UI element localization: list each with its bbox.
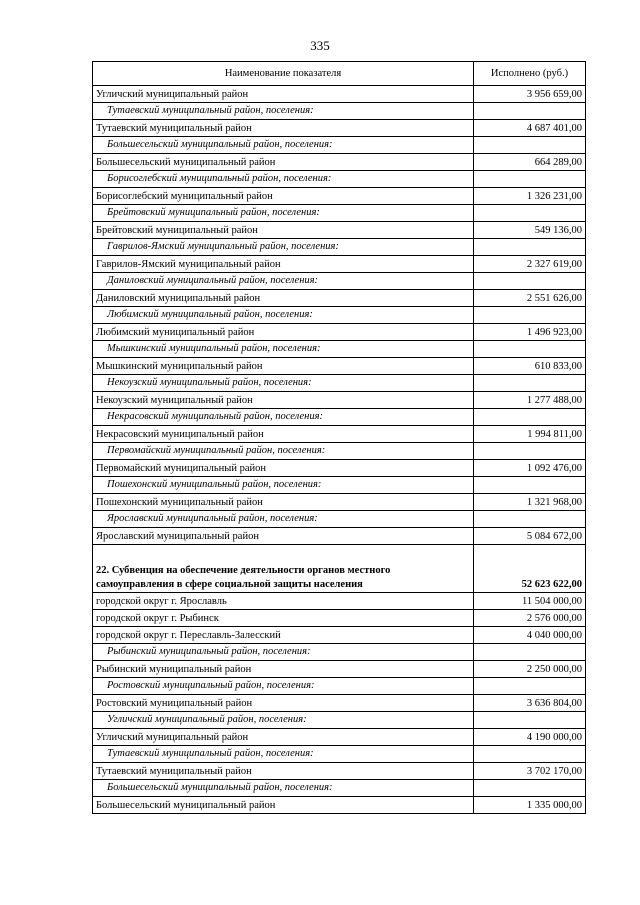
- row-value: [474, 171, 586, 188]
- row-value: 1 277 488,00: [474, 392, 586, 409]
- page-number: 335: [310, 38, 330, 53]
- row-value: 3 956 659,00: [474, 86, 586, 103]
- row-name: Большесельский муниципальный район, поселения:: [93, 780, 474, 797]
- table-row: [93, 392, 586, 409]
- row-name: городской округ г. Переславль-Залесский: [93, 627, 474, 644]
- section-row: [93, 545, 586, 593]
- subheader-row: [93, 409, 586, 426]
- subheader-row: [93, 780, 586, 797]
- row-name: Ярославский муниципальный район, поселения:: [93, 511, 474, 528]
- row-name: Некрасовский муниципальный район, поселения:: [93, 409, 474, 426]
- row-name: городской округ г. Рыбинск: [93, 610, 474, 627]
- subheader-row: [93, 375, 586, 392]
- row-name: Рыбинский муниципальный район, поселения:: [93, 644, 474, 661]
- row-value: 2 576 000,00: [474, 610, 586, 627]
- subheader-row: [93, 137, 586, 154]
- row-value: [474, 409, 586, 426]
- table-row: [93, 460, 586, 477]
- row-name: Пошехонский муниципальный район: [93, 494, 474, 511]
- row-name: Мышкинский муниципальный район: [93, 358, 474, 375]
- table-row: [93, 358, 586, 375]
- row-name: городской округ г. Ярославль: [93, 593, 474, 610]
- row-name: Большесельский муниципальный район, поселения:: [93, 137, 474, 154]
- table-row: [93, 610, 586, 627]
- row-value: 1 092 476,00: [474, 460, 586, 477]
- row-value: [474, 511, 586, 528]
- row-name: Гаврилов-Ямский муниципальный район, поселения:: [93, 239, 474, 256]
- row-name: Угличский муниципальный район: [93, 729, 474, 746]
- subheader-row: [93, 171, 586, 188]
- row-value: 1 326 231,00: [474, 188, 586, 205]
- subheader-row: [93, 678, 586, 695]
- row-value: 5 084 672,00: [474, 528, 586, 545]
- table-row: [93, 154, 586, 171]
- row-name: Некоузский муниципальный район, поселения:: [93, 375, 474, 392]
- row-name: Брейтовский муниципальный район, поселения:: [93, 205, 474, 222]
- subheader-row: [93, 746, 586, 763]
- table-row: [93, 763, 586, 780]
- table-row: [93, 593, 586, 610]
- subheader-row: [93, 644, 586, 661]
- table-row: [93, 256, 586, 273]
- subheader-row: [93, 205, 586, 222]
- table-row: [93, 120, 586, 137]
- row-value: 52 623 622,00: [474, 545, 586, 593]
- budget-table: [92, 61, 586, 814]
- row-name: Первомайский муниципальный район, поселения:: [93, 443, 474, 460]
- subheader-row: [93, 443, 586, 460]
- row-name: Ростовский муниципальный район: [93, 695, 474, 712]
- row-value: 11 504 000,00: [474, 593, 586, 610]
- row-value: 2 327 619,00: [474, 256, 586, 273]
- table-row: [93, 222, 586, 239]
- column-header-value: Исполнено (руб.): [474, 62, 586, 86]
- row-name: Угличский муниципальный район, поселения:: [93, 712, 474, 729]
- row-value: 1 335 000,00: [474, 797, 586, 814]
- row-value: [474, 205, 586, 222]
- column-header-name: Наименование показателя: [93, 62, 474, 86]
- table-header-row: [93, 62, 586, 86]
- row-name: Тутаевский муниципальный район: [93, 120, 474, 137]
- row-value: [474, 307, 586, 324]
- table-row: [93, 661, 586, 678]
- subheader-row: [93, 341, 586, 358]
- subheader-row: [93, 307, 586, 324]
- row-value: 4 190 000,00: [474, 729, 586, 746]
- row-name: Мышкинский муниципальный район, поселения:: [93, 341, 474, 358]
- row-value: [474, 341, 586, 358]
- row-name: Ярославский муниципальный район: [93, 528, 474, 545]
- row-name: Некоузский муниципальный район: [93, 392, 474, 409]
- row-value: [474, 477, 586, 494]
- row-name: Даниловский муниципальный район: [93, 290, 474, 307]
- row-value: 2 551 626,00: [474, 290, 586, 307]
- table-body: [93, 86, 586, 814]
- table-row: [93, 797, 586, 814]
- row-value: [474, 780, 586, 797]
- row-value: [474, 137, 586, 154]
- row-name: Ростовский муниципальный район, поселения:: [93, 678, 474, 695]
- row-name: 22. Субвенция на обеспечение деятельности органов местного самоуправления в сфере социальной защиты населения: [93, 545, 474, 593]
- row-value: [474, 443, 586, 460]
- row-value: 4 687 401,00: [474, 120, 586, 137]
- subheader-row: [93, 273, 586, 290]
- row-value: [474, 746, 586, 763]
- row-value: [474, 678, 586, 695]
- row-name: Любимский муниципальный район: [93, 324, 474, 341]
- table-row: [93, 290, 586, 307]
- row-value: 3 636 804,00: [474, 695, 586, 712]
- row-name: Любимский муниципальный район, поселения:: [93, 307, 474, 324]
- row-value: 1 496 923,00: [474, 324, 586, 341]
- row-name: Брейтовский муниципальный район: [93, 222, 474, 239]
- table-row: [93, 729, 586, 746]
- subheader-row: [93, 477, 586, 494]
- row-name: Пошехонский муниципальный район, поселения:: [93, 477, 474, 494]
- row-name: Тутаевский муниципальный район: [93, 763, 474, 780]
- row-value: 1 994 811,00: [474, 426, 586, 443]
- row-value: [474, 375, 586, 392]
- table-row: [93, 86, 586, 103]
- table-row: [93, 528, 586, 545]
- row-name: Рыбинский муниципальный район: [93, 661, 474, 678]
- subheader-row: [93, 511, 586, 528]
- row-name: Некрасовский муниципальный район: [93, 426, 474, 443]
- row-value: [474, 644, 586, 661]
- row-name: Первомайский муниципальный район: [93, 460, 474, 477]
- row-value: [474, 239, 586, 256]
- row-value: 664 289,00: [474, 154, 586, 171]
- row-value: 4 040 000,00: [474, 627, 586, 644]
- row-name: Угличский муниципальный район: [93, 86, 474, 103]
- table-row: [93, 627, 586, 644]
- row-name: Тутаевский муниципальный район, поселения:: [93, 746, 474, 763]
- table-row: [93, 494, 586, 511]
- row-name: Гаврилов-Ямский муниципальный район: [93, 256, 474, 273]
- row-value: [474, 273, 586, 290]
- row-value: [474, 103, 586, 120]
- table-row: [93, 426, 586, 443]
- row-value: 610 833,00: [474, 358, 586, 375]
- table-row: [93, 324, 586, 341]
- row-value: 3 702 170,00: [474, 763, 586, 780]
- subheader-row: [93, 239, 586, 256]
- row-value: [474, 712, 586, 729]
- table-row: [93, 695, 586, 712]
- row-value: 549 136,00: [474, 222, 586, 239]
- row-name: Большесельский муниципальный район: [93, 154, 474, 171]
- row-name: Борисоглебский муниципальный район: [93, 188, 474, 205]
- row-name: Борисоглебский муниципальный район, поселения:: [93, 171, 474, 188]
- row-name: Даниловский муниципальный район, поселения:: [93, 273, 474, 290]
- table-row: [93, 188, 586, 205]
- row-value: 1 321 968,00: [474, 494, 586, 511]
- subheader-row: [93, 103, 586, 120]
- row-name: Тутаевский муниципальный район, поселения:: [93, 103, 474, 120]
- row-value: 2 250 000,00: [474, 661, 586, 678]
- row-name: Большесельский муниципальный район: [93, 797, 474, 814]
- subheader-row: [93, 712, 586, 729]
